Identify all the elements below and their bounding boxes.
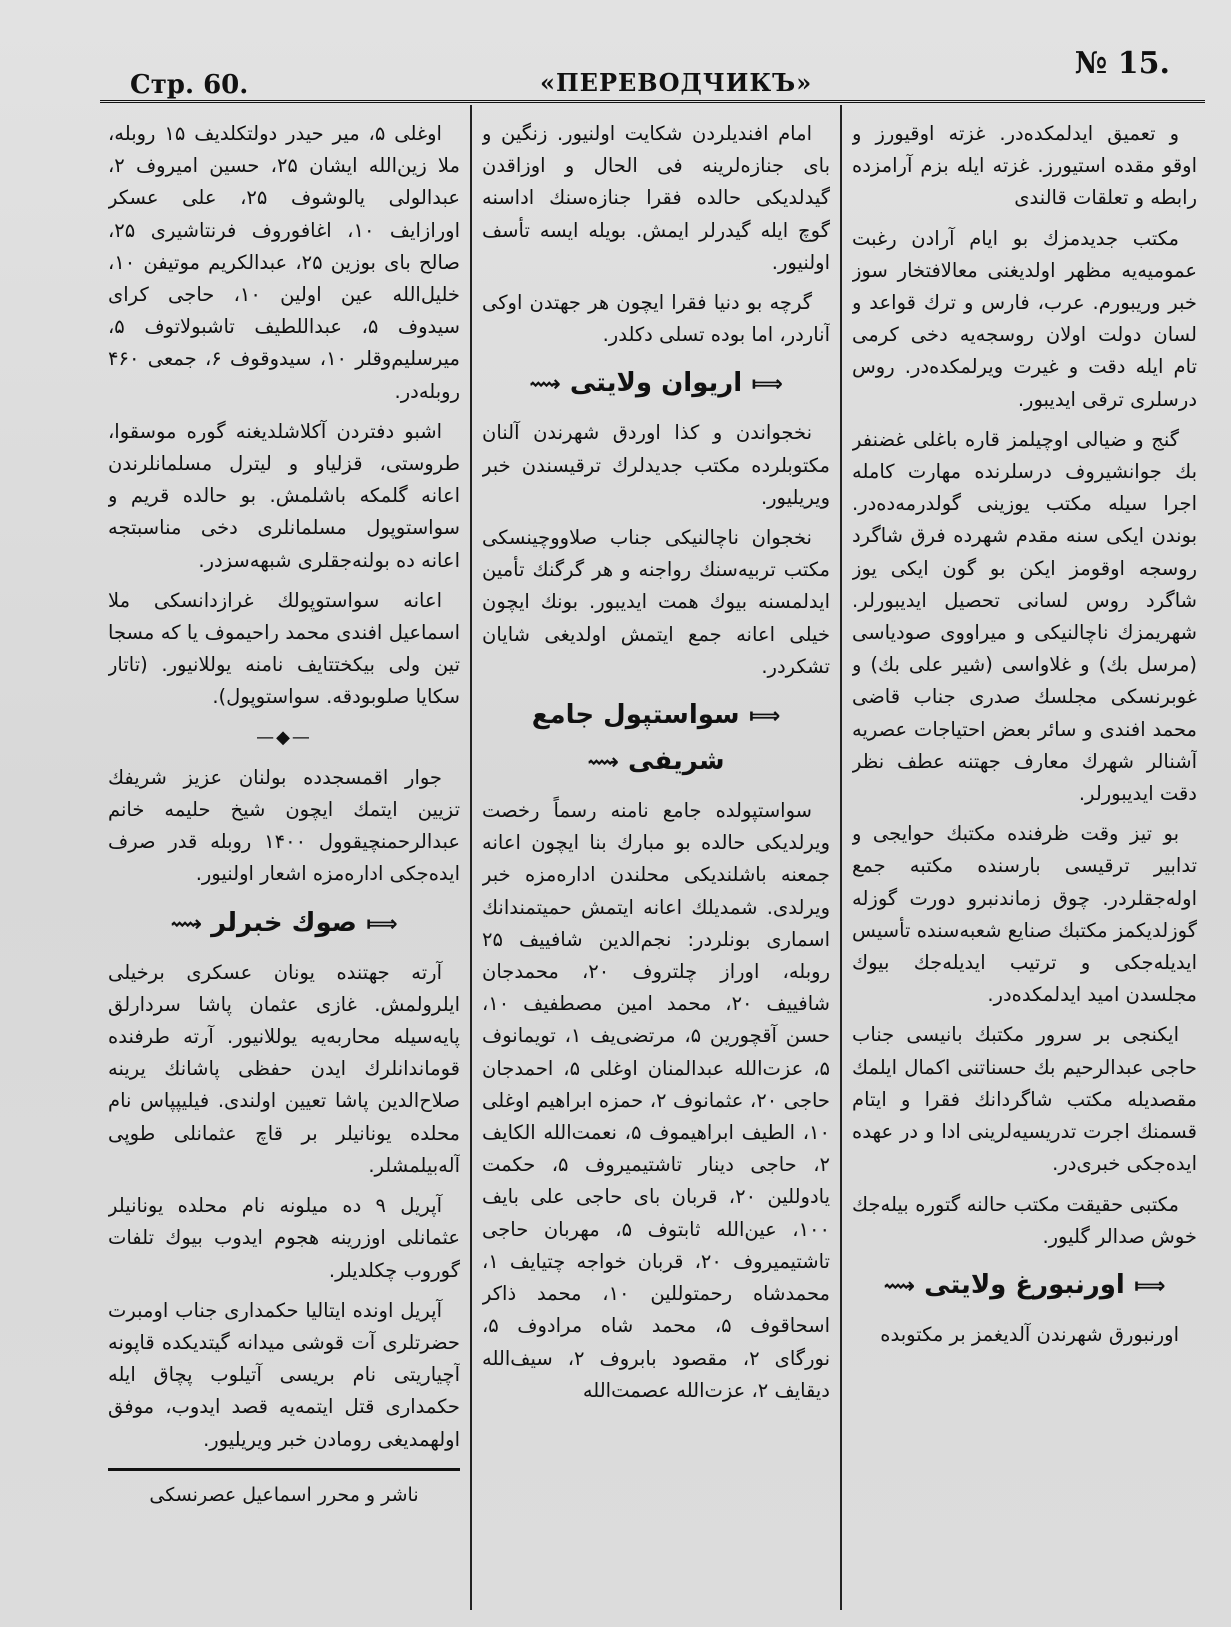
ornament-icon: ⟿ — [170, 911, 203, 937]
section-title: اريوان ولايتى — [569, 368, 743, 399]
ornament-icon: ⟾ — [751, 372, 783, 398]
article-paragraph: و تعميق ايدلمكده‌در. غزته اوقيورز و اوقو مقده استيورز. غزته ايله بزم آرامزده رابطه و تعلقات قالندى — [852, 122, 1197, 210]
ornament-icon: ⟿ — [883, 1273, 916, 1299]
article-paragraph: امام افنديلردن شكايت اولنيور. زنگين و باى جنازه‌لرينه فى الحال و اوزاقدن گيدلديكى حالده فقرا جنازه‌سنك اداسنه گوچ ايله گيدرلر ايمش. بويله ايسه تأسف اولنيور. — [482, 122, 830, 274]
section-heading-erivan — [482, 361, 830, 407]
article-paragraph: ايكنجى بر سرور مكتبك بانيسى جناب حاجى عبدالرحيم بك حسناتنى اكمال ايلمك مقصديله مكتب شاگردانك فقرا و ايتام قسمنك اجرت تدريسيه‌لرينى ادا و در عهده ايده‌جكى خبرى‌در. — [852, 1023, 1197, 1176]
article-paragraph: آپريل ۹ ده ميلونه نام محلده يونانيلر عثمانلى اوزرينه هجوم ايدوب بيوك تلفات گوروب چكلديلر. — [108, 1194, 460, 1282]
ornament-icon: ⟾ — [1133, 1273, 1166, 1299]
section-title: اورنبورغ ولايتى — [924, 1269, 1125, 1300]
column-middle — [482, 118, 830, 1613]
column-right — [852, 118, 1197, 1613]
ornament-icon: ⟾ — [748, 704, 781, 730]
header-rule — [100, 100, 1205, 103]
ornament-icon: ⟿ — [529, 372, 561, 398]
section-heading-orenburg — [852, 1263, 1197, 1309]
article-paragraph: سواستپولده جامع نامنه رسماً رخصت ويرلديكى حالده بو مبارك بنا ايچون اعانه جمعنه باشلنديكى محلندن اداره‌مزه خبر ويرلدى. شمديلك اعانه ايتمش حميتمندانك اسمارى بونلردر: نجم‌الدين شافييف ۲۵ روبله، اوراز چلتروف ۲۰، محمدجان شافييف ۲۰، محمد امين مصطفيف ۱۰، حسن آقچورين ۵، مرتضى‌يف ۱، تويمانوف ۵، عزت‌الله عبدالمنان اوغلى ۵، احمدجان حاجى ۲۰، عثمانوف ۲، حمزه ابراهيم اوغلى ۱۰، الطيف ابراهيموف ۵، نعمت‌الله الكايف ۲، حاجى دينار تاشتيميروف ۵، حكمت يادوللين ۲۰، قربان باى حاجى على بايف ۱۰۰، عين‌الله ثابتوف ۵، مهربان حاجى تاشتيميروف ۲۰، قربان خواجه چتيايف ۱، محمدشاه رحمتوللين ۱۰، محمد ذاكر اسحاقوف ۵، محمد شاه مرادوف ۵، نورگاى ۲، مقصود بابروف ۲، سيف‌الله ديقايف ۲، عزت‌الله عصمت‌الله — [482, 799, 830, 1402]
article-paragraph: اورنبورق شهرندن آلديغمز بر مكتوبده — [880, 1322, 1179, 1346]
page-number: Стр. 60. — [130, 70, 249, 100]
article-paragraph: اعانه سواستوپولك غرازدانسكى ملا اسماعيل افندى محمد راحيموف يا كه مسجا تين ولى بيكختتايف نامنه يوللانيور. (تاتار سكايا صلوبودقه. سواستوپول). — [108, 588, 460, 709]
section-heading-latest-news — [108, 901, 460, 947]
article-paragraph: بو تيز وقت ظرفنده مكتبك حوايجى و تدابير ترقيسى بارسنده مكتبه جمع اوله‌جقلردر. چوق زماندنبرو دورت گوزله گوزلديكمز مكتبك صنايع شعبه‌سنده تأسيس ايديله‌جكى و ترتيب ايديله‌جك بيوك مجلسدن اميد ايدلمكده‌در. — [852, 822, 1197, 1007]
article-paragraph: اشبو دفتردن آكلاشلديغنه گوره موسقوا، طروستى، قزلياو و ليترل مسلمانلرندن اعانه گلمكه باشلمش. بو حالده قريم و سواستوپول مسلمانلرى دخى مناسبتجه اعانه ده بولنه‌جقلرى شبهه‌سزدر. — [108, 419, 460, 572]
article-paragraph: اوغلى ۵، مير حيدر دولتكلديف ۱۵ روبله، ملا زين‌الله ايشان ۲۵، حسين اميروف ۲، عبدالولى يالوشوف ۲۵، على عسكر اورازايف ۱۰، اغافوروف فرنتاشيرى ۲۵، صالح باى بوزين ۲۵، عبدالكريم موتيفن ۱۰، خليل‌الله عين اولين ۱۰، حاجى كراى سيدوف ۵، عبداللطيف تاشبولاتوف ۵، ميرسليم‌وقلر ۱۰، سيدوقوف ۶، جمعى ۴۶۰ روبله‌در. — [108, 122, 460, 403]
publisher-line: ناشر و محرر اسماعيل عصرنسكى — [149, 1483, 419, 1506]
footer-rule — [108, 1468, 460, 1471]
ornament-icon: ⟾ — [365, 911, 398, 937]
article-paragraph: آرته جهتنده يونان عسكرى برخيلى ايلرولمش. غازى عثمان پاشا سردارلق پايه‌سيله محاربه‌يه يوللانيور. آرته طرفنده قوماندانلرك ايدن حفظى پاشانك يرينه صلاح‌الدين پاشا تعيين اولندى. فيليپپاس نام محلده يونانيلر بر قاچ عثمانلى طوپى آله‌بيلمشلر. — [108, 960, 460, 1177]
section-title: صوك خبرلر — [211, 907, 357, 938]
article-paragraph: گرچه بو دنيا فقرا ايچون هر جهتدن اوكى آناردر، اما بوده تسلى دكلدر. — [482, 291, 830, 347]
section-heading-sevastopol-mosque — [482, 693, 830, 785]
page-header — [100, 40, 1200, 100]
article-paragraph: مكتبى حقيقت مكتب حالنه گتوره بيله‌جك خوش صدالر گليور. — [852, 1192, 1197, 1248]
divider-ornament-icon: —◆— — [256, 726, 312, 748]
article-paragraph: مكتب جديدمزك بو ايام آرادن رغبت عموميه‌يه مظهر اولديغنى معالافتخار سوز خبر وريبورم. عرب، فارس و ترك قواعد و لسان دولت اولان روسجه‌يه دخى كرمى تام ايله دقت و غيرت ويرلمكده‌در. روس درسلرى ترقى ايديبور. — [852, 226, 1197, 411]
article-paragraph: آپريل اونده ايتاليا حكمدارى جناب اومبرت حضرتلرى آت قوشى ميدانه گيتديكده قاپونه آچياريتى نام بريسى آتيلوب پچاق ايله حكمدارى قتل ايتمه‌يه قصد ايدوب، موفق اولهمديغى رومادن خبر ويريليور. — [108, 1298, 460, 1451]
ornament-icon: ⟿ — [587, 750, 619, 776]
newspaper-title: «ПЕРЕВОДЧИКЪ» — [540, 68, 813, 97]
column-divider-left — [470, 105, 472, 1610]
article-paragraph: گنج و ضيالى اوچيلمز قاره باغلى غضنفر بك جوانشيروف درسلرنده مهارت كامله اجرا سيله مكتب يوزينى گولدرمه‌ده‌در. بوندن ايكى سنه مقدم شهرده فرق شاگرد روسجه اوقومز ايكن بو گون ايكى يوز شاگرد روس لسانى تحصيل ايديبورلر. شهريمزك ناچالنيكى و ميراووى صودياسى (مرسل بك) و غلاواسى (شير على بك) و غوبرنسكى مجلسك صدرى جناب قاضى محمد افندى و سائر بعض احتياجات عصريه آشنالر شهرك معارف جهتنه عطف نظر دقت ايديبورلر. — [852, 427, 1197, 806]
article-paragraph: جوار اقمسجدده بولنان عزيز شريفك تزيين ايتمك ايچون شيخ حليمه خانم عبدالرحمنچيقوول ۱۴۰۰ روبله قدر صرف ايده‌جكى اداره‌مزه اشعار اولنيور. — [108, 765, 460, 886]
article-paragraph: نخجواندن و كذا اوردق شهرندن آلنان مكتوبلرده مكتب جديدلرك ترقيسندن خبر ويريليور. — [482, 421, 830, 509]
issue-number: № 15. — [1074, 46, 1170, 81]
section-title: سواستپول جامع شريفى — [531, 700, 740, 777]
column-divider-right — [840, 105, 842, 1610]
column-left — [108, 118, 460, 1613]
article-paragraph: نخجوان ناچالنيكى جناب صلاووچينسكى مكتب تربيه‌سنك رواجنه و هر گرگنك تأمين ايدلمسنه بيوك همت ايديبور. بونك ايچون خيلى اعانه جمع ايتمش اولديغى شايان تشكردر. — [482, 526, 830, 678]
